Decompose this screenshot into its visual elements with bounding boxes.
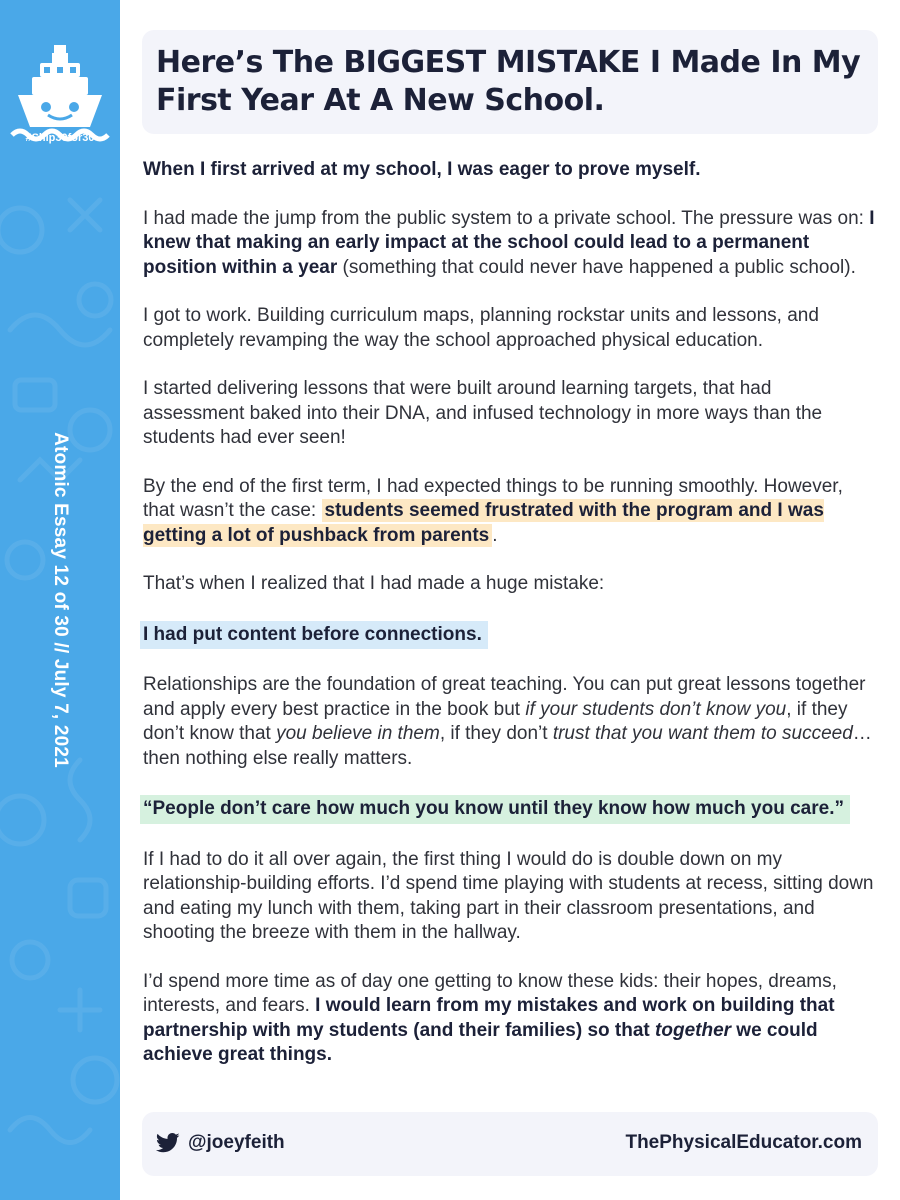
paragraph-text: . [492, 524, 498, 546]
paragraph-text: , if they don’t know that [143, 698, 848, 744]
bold-italic-text: together [655, 1019, 732, 1041]
quote: “People don’t care how much you know until they know how much you care.” [140, 795, 850, 824]
website-link[interactable]: ThePhysicalEducator.com [625, 1132, 862, 1153]
hashtag-label: #Ship30for30 [25, 132, 95, 144]
paragraph-7 [143, 621, 878, 650]
paragraph-6: That’s when I realized that I had made a huge mistake: [143, 573, 605, 594]
paragraph-5 [143, 475, 878, 549]
paragraph-text: Relationships are the foundation of great teaching. You can put great lessons together and apply every best practice in the book but [143, 674, 866, 720]
highlighted-statement: students seemed frustrated with the program and I was getting a lot of pushback from parents [143, 500, 824, 546]
page-title: Here’s The BIGGEST MISTAKE I Made In My First Year At A New School. [156, 45, 861, 118]
paragraph-10: If I had to do it all over again, the first thing I would do is double down on my relationship-building efforts. I’d spend time playing with students at recess, sitting down and eating my lunch with them, taking part in their classroom presentations, and shooting the breeze with them in the hallway. [143, 848, 874, 943]
paragraph-text: … then nothing else really matters. [143, 723, 872, 769]
footer-bar [142, 1112, 878, 1176]
paragraph-text: , if they don’t [439, 723, 553, 744]
sidebar [0, 0, 120, 1200]
paragraph-1 [143, 158, 878, 183]
italic-text: you believe in them [276, 723, 440, 744]
paragraph-9 [143, 795, 878, 824]
key-insight: I had put content before connections. [140, 621, 488, 650]
paragraph-text: I had made the jump from the public system to a private school. The pressure was on: [143, 207, 870, 229]
paragraph-text: By the end of the first term, I had expected things to be running smoothly. However, that wasn’t the case: [143, 475, 843, 521]
paragraph-11 [143, 970, 878, 1068]
title-card [142, 30, 878, 134]
opening-line: When I first arrived at my school, I was eager to prove myself. [143, 159, 701, 180]
twitter-handle[interactable]: @joeyfeith [188, 1132, 285, 1153]
paragraph-3: I got to work. Building curriculum maps, planning rockstar units and lessons, and completely revamping the way the school approached physical education. [143, 305, 819, 351]
italic-text: trust that you want them to succeed [552, 723, 853, 744]
paragraph-4: I started delivering lessons that were built around learning targets, that had assessment baked into their DNA, and infused technology in more ways than the students had ever seen! [143, 378, 823, 448]
twitter-icon[interactable] [156, 1132, 180, 1154]
paragraph-text: (something that could never have happened a public school). [337, 256, 856, 278]
bold-statement: I would learn from my mistakes and work on building that partnership with my students (and their families) so that [143, 995, 835, 1041]
paragraph-text: I’d spend more time as of day one getting to know these kids: their hopes, dreams, interests, and fears. [143, 970, 837, 1016]
essay-caption: Atomic Essay 12 of 30 // July 7, 2021 [50, 432, 71, 768]
paragraph-2 [143, 207, 878, 281]
italic-text: if your students don’t know you [525, 698, 787, 720]
essay-body [143, 158, 878, 1092]
bold-statement: I knew that making an early impact at the school could lead to a permanent position within a year [143, 207, 875, 278]
paragraph-8 [143, 673, 878, 771]
bold-statement: we could achieve great things. [143, 1019, 818, 1065]
